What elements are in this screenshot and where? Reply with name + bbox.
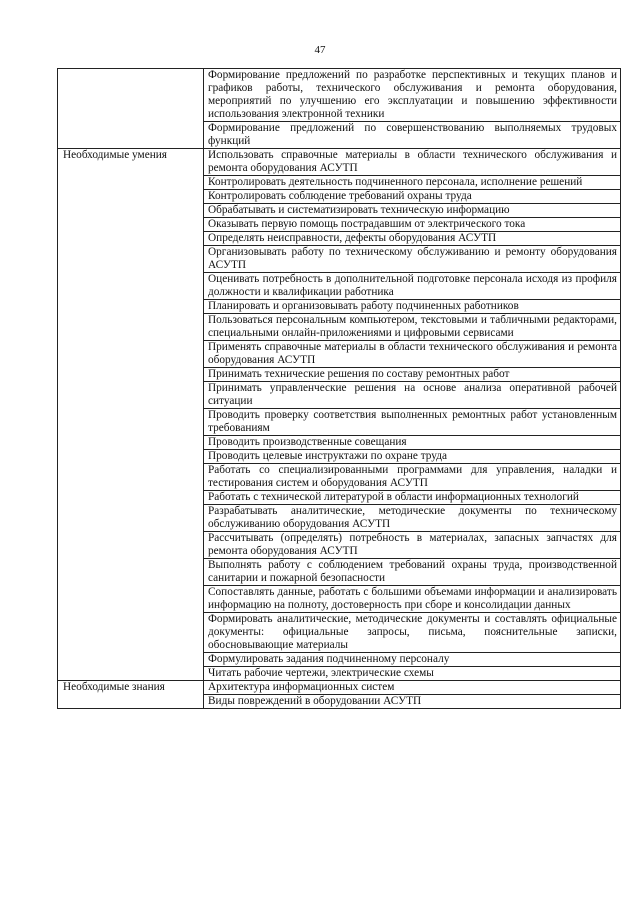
- item-cell: [204, 681, 621, 695]
- item-text: Планировать и организовывать работу подчиненных работников: [208, 300, 519, 312]
- item-cell: [204, 218, 621, 232]
- table-body: [58, 69, 621, 709]
- item-cell: [204, 149, 621, 176]
- item-cell: [204, 586, 621, 613]
- item-text: Пользоваться персональным компьютером, текстовыми и табличными редакторами, специальными онлайн-приложениями и цифровыми сервисами: [208, 314, 617, 339]
- item-cell: [204, 341, 621, 368]
- item-cell: [204, 450, 621, 464]
- item-text: Архитектура информационных систем: [208, 681, 395, 693]
- item-text: Разрабатывать аналитические, методические документы по техническому обслуживанию оборудования АСУТП: [208, 505, 617, 530]
- competency-table: [57, 68, 621, 709]
- item-text: Сопоставлять данные, работать с большими объемами информации и анализировать информацию на полноту, достоверность при сборе и консолидации данных: [208, 586, 617, 611]
- page-number: 47: [314, 44, 326, 56]
- item-cell: [204, 176, 621, 190]
- item-cell: [204, 613, 621, 653]
- item-cell: [204, 695, 621, 709]
- item-text: Работать со специализированными программами для управления, наладки и тестирования систем и оборудования АСУТП: [208, 464, 617, 489]
- item-text: Применять справочные материалы в области технического обслуживания и ремонта оборудования АСУТП: [208, 341, 617, 366]
- item-cell: [204, 491, 621, 505]
- section-label: Необходимые умения: [58, 149, 204, 681]
- item-text: Принимать технические решения по составу ремонтных работ: [208, 368, 510, 380]
- item-cell: [204, 382, 621, 409]
- item-cell: [204, 300, 621, 314]
- item-text: Определять неисправности, дефекты оборудования АСУТП: [208, 232, 497, 244]
- table-row: [58, 681, 621, 695]
- item-cell: [204, 464, 621, 491]
- item-text: Контролировать деятельность подчиненного персонала, исполнение решений: [208, 176, 583, 188]
- item-text: Использовать справочные материалы в области технического обслуживания и ремонта оборудования АСУТП: [208, 149, 617, 174]
- item-text: Контролировать соблюдение требований охраны труда: [208, 190, 472, 202]
- item-text: Формирование предложений по разработке перспективных и текущих планов и графиков работы, технического обслуживания и ремонта оборудования, мероприятий по улучшению его эксплуатации и повышению эффективности использования электронной техники: [208, 69, 617, 120]
- item-text: Оценивать потребность в дополнительной подготовке персонала исходя из профиля должности и квалификации работника: [208, 273, 617, 298]
- item-cell: [204, 204, 621, 218]
- item-cell: [204, 190, 621, 204]
- item-cell: [204, 232, 621, 246]
- item-text: Выполнять работу с соблюдением требований охраны труда, производственной санитарии и пожарной безопасности: [208, 559, 617, 584]
- item-text: Обрабатывать и систематизировать техническую информацию: [208, 204, 510, 216]
- item-cell: [204, 368, 621, 382]
- item-cell: [204, 653, 621, 667]
- item-cell: [204, 532, 621, 559]
- item-text: Читать рабочие чертежи, электрические схемы: [208, 667, 434, 679]
- item-cell: [204, 246, 621, 273]
- item-cell: [204, 314, 621, 341]
- item-text: Проводить производственные совещания: [208, 436, 407, 448]
- section-label: [58, 69, 204, 149]
- item-text: Работать с технической литературой в области информационных технологий: [208, 491, 579, 503]
- table-row: [58, 69, 621, 122]
- item-cell: [204, 667, 621, 681]
- item-text: Принимать управленческие решения на основе анализа оперативной рабочей ситуации: [208, 382, 617, 407]
- item-text: Формировать аналитические, методические документы и составлять официальные документы: официальные запросы, письма, пояснительные записки, обосновывающие материалы: [208, 613, 617, 651]
- table-row: [58, 149, 621, 176]
- item-cell: [204, 273, 621, 300]
- section-label: Необходимые знания: [58, 681, 204, 709]
- item-cell: [204, 69, 621, 122]
- item-cell: [204, 436, 621, 450]
- item-text: Оказывать первую помощь пострадавшим от электрического тока: [208, 218, 526, 230]
- item-text: Организовывать работу по техническому обслуживанию и ремонту оборудования АСУТП: [208, 246, 617, 271]
- item-cell: [204, 122, 621, 149]
- item-text: Проводить проверку соответствия выполненных ремонтных работ установленным требованиям: [208, 409, 617, 434]
- item-text: Рассчитывать (определять) потребность в материалах, запасных запчастях для ремонта оборудования АСУТП: [208, 532, 617, 557]
- item-text: Виды повреждений в оборудовании АСУТП: [208, 695, 422, 707]
- item-cell: [204, 505, 621, 532]
- item-text: Формулировать задания подчиненному персоналу: [208, 653, 450, 665]
- item-cell: [204, 409, 621, 436]
- item-text: Формирование предложений по совершенствованию выполняемых трудовых функций: [208, 122, 617, 147]
- item-cell: [204, 559, 621, 586]
- item-text: Проводить целевые инструктажи по охране труда: [208, 450, 447, 462]
